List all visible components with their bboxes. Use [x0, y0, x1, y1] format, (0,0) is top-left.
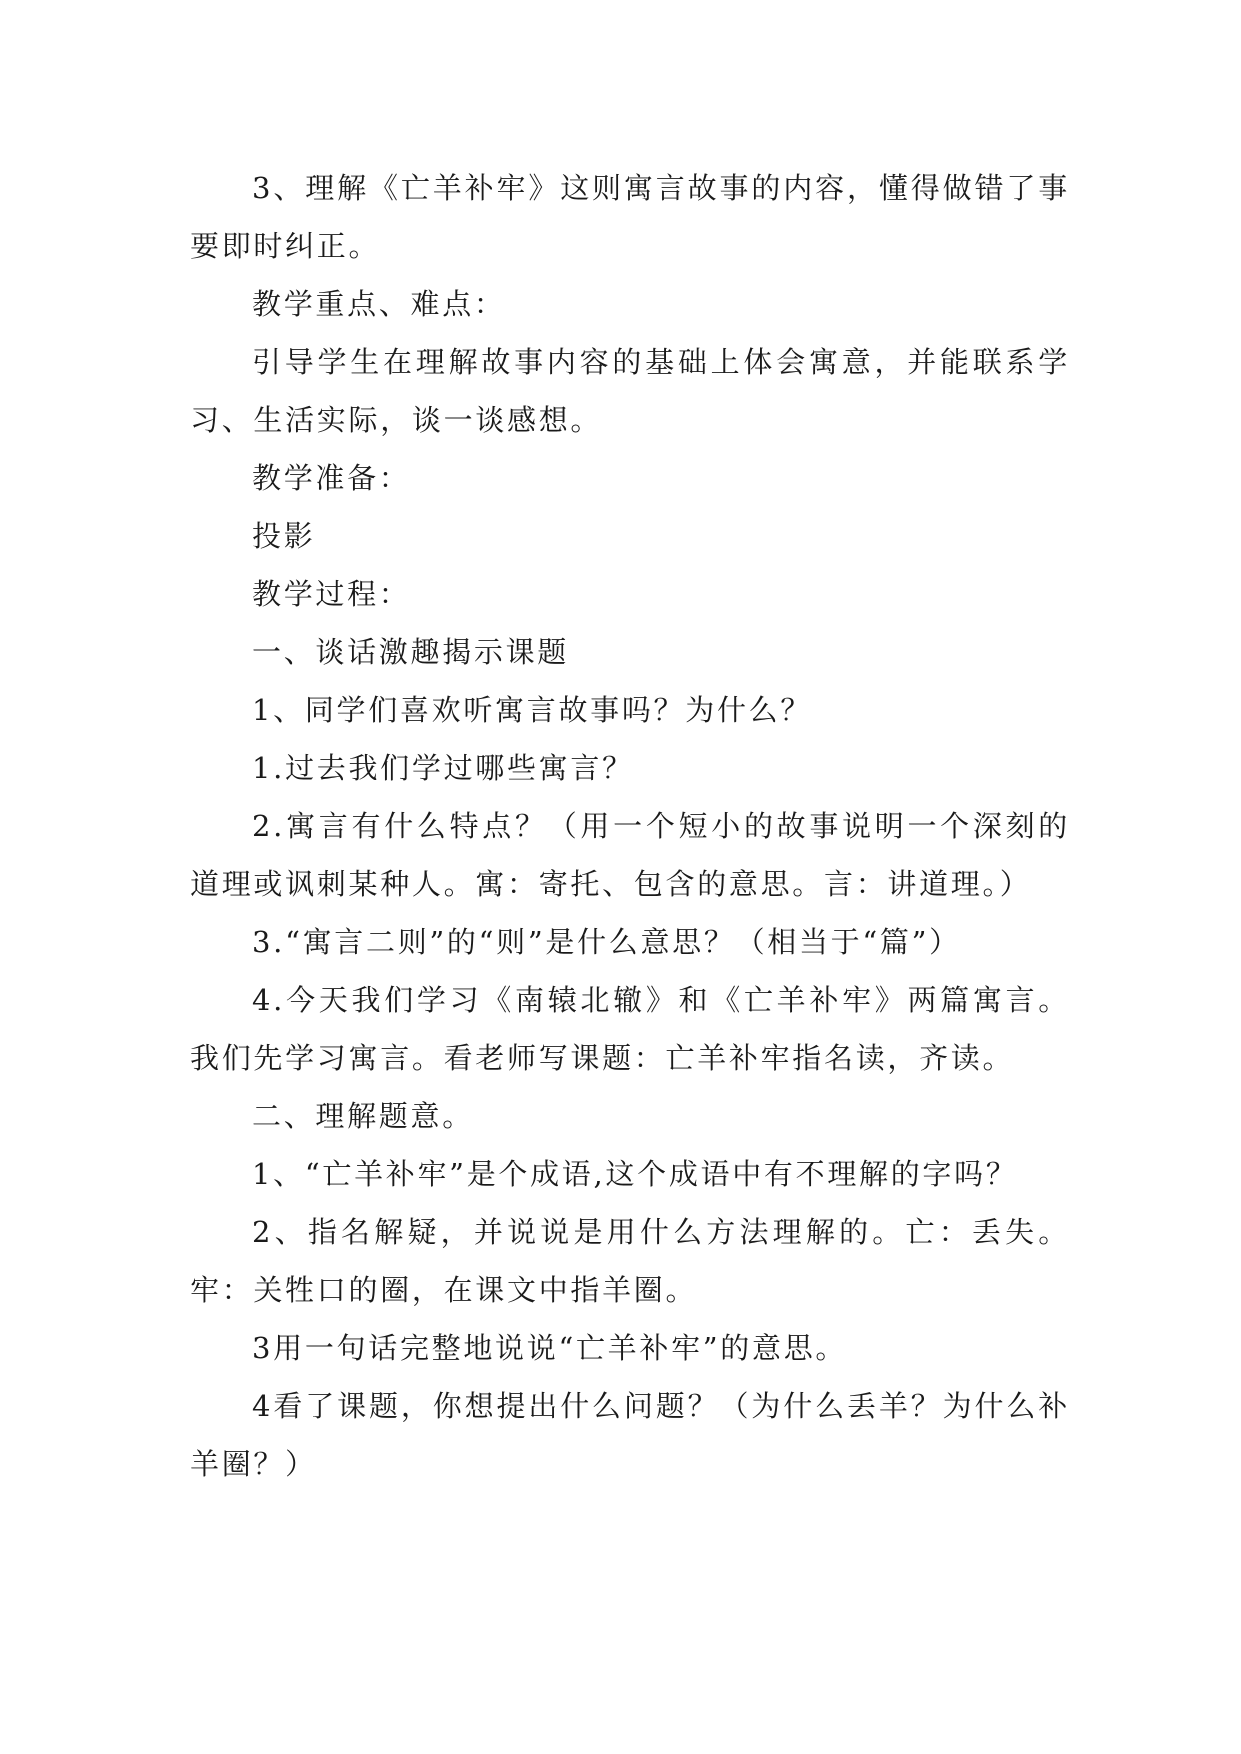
list-item: 4.今天我们学习《南辕北辙》和《亡羊补牢》两篇寓言。我们先学习寓言。看老师写课题：亡羊补牢指名读，齐读。	[190, 983, 1070, 1075]
list-item: 3.“寓言二则”的“则”是什么意思？（相当于“篇”）	[252, 925, 961, 959]
list-item: 1.过去我们学过哪些寓言？	[252, 751, 634, 785]
list-item: 1、“亡羊补牢”是个成语,这个成语中有不理解的字吗？	[252, 1157, 1018, 1191]
preparation-paragraph: 投影	[252, 519, 316, 553]
preparation-heading: 教学准备：	[252, 461, 411, 495]
process-heading: 教学过程：	[252, 577, 411, 611]
list-item: 2、指名解疑，并说说是用什么方法理解的。亡：丢失。牢：关牲口的圈，在课文中指羊圈。	[190, 1215, 1070, 1307]
key-points-heading: 教学重点、难点：	[252, 287, 506, 321]
section-1-heading: 一、谈话激趣揭示课题	[252, 635, 570, 669]
key-points-paragraph: 引导学生在理解故事内容的基础上体会寓意，并能联系学习、生活实际，谈一谈感想。	[190, 345, 1070, 437]
objective-3-paragraph: 3、理解《亡羊补牢》这则寓言故事的内容，懂得做错了事要即时纠正。	[190, 171, 1070, 263]
section-2-heading: 二、理解题意。	[252, 1099, 474, 1133]
list-item: 1、同学们喜欢听寓言故事吗？为什么？	[252, 693, 813, 727]
document-body	[190, 159, 1070, 1493]
list-item: 4看了课题，你想提出什么问题？（为什么丢羊？为什么补羊圈？）	[190, 1389, 1070, 1481]
list-item: 3用一句话完整地说说“亡羊补牢”的意思。	[252, 1331, 848, 1365]
list-item: 2.寓言有什么特点？（用一个短小的故事说明一个深刻的道理或讽刺某种人。寓：寄托、包含的意思。言：讲道理。）	[190, 809, 1070, 901]
